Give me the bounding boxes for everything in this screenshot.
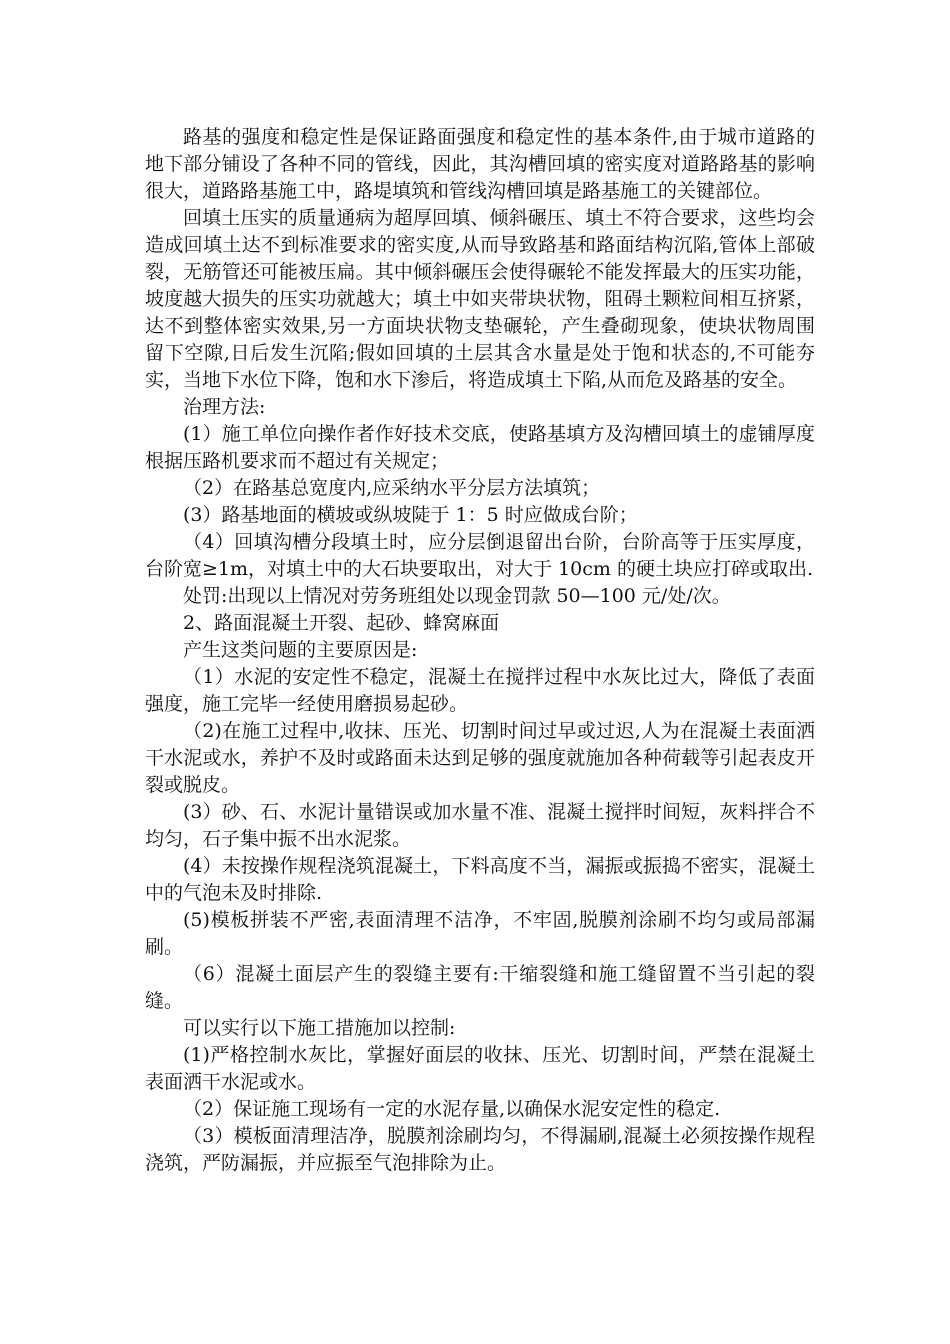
- paragraph-cause-2: （2)在施工过程中,收抹、压光、切割时间过早或过迟,人为在混凝土表面洒干水泥或水，养护不及时或路面未达到足够的强度就施加各种荷载等引起表皮开裂或脱皮。: [145, 720, 815, 796]
- paragraph-measure-2: （2）保证施工现场有一定的水泥存量,以确保水泥安定性的稳定.: [183, 1098, 721, 1120]
- paragraph-cause-3: (3）砂、石、水泥计量错误或加水量不准、混凝土搅拌时间短，灰料拌合不均匀，石子集中振不出水泥浆。: [145, 801, 815, 850]
- section-heading-concrete: 2、路面混凝土开裂、起砂、蜂窝麻面: [183, 612, 500, 634]
- paragraph-remedy-4: （4）回填沟槽分段填土时，应分层倒退留出台阶，台阶高等于压实厚度，台阶宽≥1m，对填土中的大石块要取出，对大于 10cm 的硬土块应打碎或取出.: [145, 531, 815, 580]
- paragraph-measure-1: (1)严格控制水灰比，掌握好面层的收抹、压光、切割时间，严禁在混凝土表面洒干水泥或水。: [145, 1044, 815, 1093]
- paragraph-cause-4: (4）未按操作规程浇筑混凝土，下料高度不当，漏振或振捣不密实，混凝土中的气泡未及时排除.: [145, 855, 815, 904]
- paragraph-measure-3: （3）模板面清理洁净，脱膜剂涂刷均匀，不得漏刷,混凝土必须按操作规程浇筑，严防漏振，并应振至气泡排除为止。: [145, 1125, 815, 1174]
- paragraph-cause-5: (5)模板拼装不严密,表面清理不洁净，不牢固,脱膜剂涂刷不均匀或局部漏刷。: [145, 909, 815, 958]
- paragraph-cause-6: （6）混凝土面层产生的裂缝主要有:干缩裂缝和施工缝留置不当引起的裂缝。: [145, 963, 815, 1012]
- paragraph-subgrade-intro: 路基的强度和稳定性是保证路面强度和稳定性的基本条件,由于城市道路的地下部分铺设了各种不同的管线，因此，其沟槽回填的密实度对道路路基的影响很大，道路路基施工中，路堤填筑和管线沟槽回填是路基施工的关键部位。: [145, 126, 815, 202]
- paragraph-penalty: 处罚:出现以上情况对劳务班组处以现金罚款 50—100 元/处/次。: [183, 585, 731, 607]
- paragraph-remedy-1: (1）施工单位向操作者作好技术交底，使路基填方及沟槽回填土的虚铺厚度根据压路机要求而不超过有关规定；: [145, 423, 815, 472]
- document-body: [145, 124, 815, 1177]
- paragraph-remedy-heading: 治理方法:: [183, 396, 266, 418]
- paragraph-cause-1: （1）水泥的安定性不稳定，混凝土在搅拌过程中水灰比过大，降低了表面强度，施工完毕一经使用磨损易起砂。: [145, 666, 815, 715]
- paragraph-measures-heading: 可以实行以下施工措施加以控制:: [183, 1017, 456, 1039]
- paragraph-backfill-defects: 回填土压实的质量通病为超厚回填、倾斜碾压、填土不符合要求，这些均会造成回填土达不到标准要求的密实度,从而导致路基和路面结构沉陷,管体上部破裂，无筋管还可能被压扁。其中倾斜碾压会使得碾轮不能发挥最大的压实功能，坡度越大损失的压实功就越大；填土中如夹带块状物，阻碍土颗粒间相互挤紧，达不到整体密实效果,另一方面块状物支垫碾轮，产生叠砌现象，使块状物周围留下空隙,日后发生沉陷;假如回填的土层其含水量是处于饱和状态的,不可能夯实，当地下水位下降，饱和水下渗后，将造成填土下陷,从而危及路基的安全。: [145, 207, 815, 391]
- paragraph-remedy-3: (3）路基地面的横坡或纵坡陡于 1：5 时应做成台阶；: [183, 504, 638, 526]
- paragraph-remedy-2: （2）在路基总宽度内,应采纳水平分层方法填筑；: [183, 477, 601, 499]
- paragraph-causes-heading: 产生这类问题的主要原因是:: [183, 639, 418, 661]
